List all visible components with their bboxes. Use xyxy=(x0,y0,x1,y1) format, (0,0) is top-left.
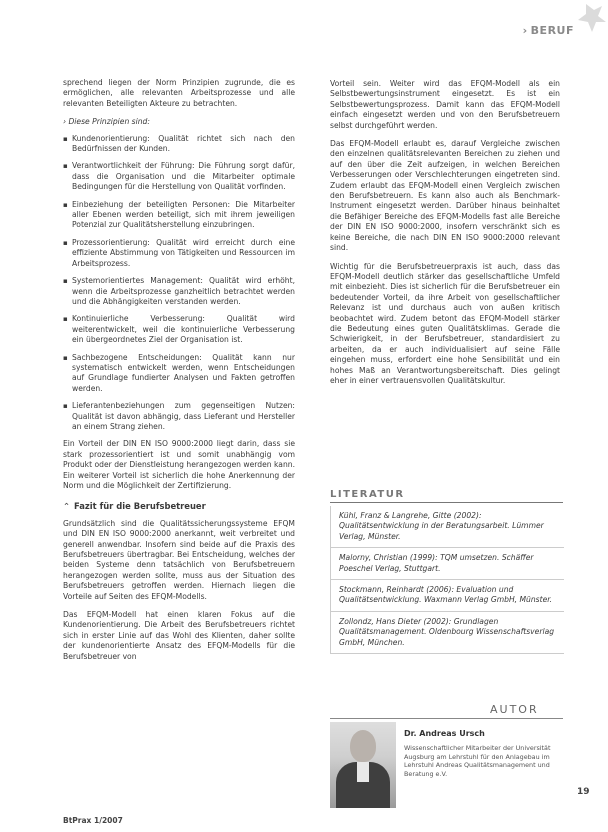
list-item: ▪ Kundenorientierung: Qualität richtet sich nach den Bedürfnissen der Kunden. xyxy=(63,134,295,155)
right-column xyxy=(330,79,560,394)
paragraph: Grundsätzlich sind die Qualitätssicherungssysteme EFQM und DIN EN ISO 9000:2000 anerkannt, weit verbreitet und generell anwendbar. Insofern sind beide auf die Praxis des Berufsbetreuers übertragbar. Bei Entscheidung, welches der beiden Systeme denn tatsächlich von Berufsbetreuern herangezogen werden sollte, muss aus der Situation des Berufsbetreuers getroffen werden. Hiernach liegen die Vorteile auf Seiten des EFQM-Modells. xyxy=(63,518,295,601)
list-item: ▪ Einbeziehung der beteiligten Personen: Die Mitarbeiter aller Ebenen werden beteiligt, sich mit ihrem jeweiligen Potenzial zur Qualitätsherstellung einzubringen. xyxy=(63,200,295,231)
chevron-right-icon: › xyxy=(522,24,528,37)
principles-intro: › Diese Prinzipien sind: xyxy=(63,117,150,127)
publication-footer: BtPrax 1/2007 xyxy=(63,816,123,825)
literature-entry: Stockmann, Reinhardt (2006): Evaluation und Qualitätsentwicklung. Waxmann Verlag GmbH, Münster. xyxy=(331,580,564,612)
list-item: ▪ Lieferantenbeziehungen zum gegenseitigen Nutzen: Qualität ist davon abhängig, dass Lieferant und Hersteller an einem Strang ziehen. xyxy=(63,401,295,432)
section-header xyxy=(523,24,574,37)
corner-decoration-graphic xyxy=(568,0,608,40)
literature-entry: Kühl, Franz & Langrehe, Gitte (2002): Qualitätsentwicklung in der Beratungsarbeit. Lümmer Verlag, Münster. xyxy=(331,506,564,548)
paragraph: Wichtig für die Berufsbetreuerpraxis ist auch, dass das EFQM-Modell deutlich stärker das gesellschaftliche Umfeld mit einbezieht. Dies ist sicherlich für die Berufsbetreuer ein bedeutender Vorteil, da ihre Arbeit von gesellschaftlicher Relevanz ist und durchaus auch von außen kritisch beobachtet wird. Zudem betont das EFQM-Modell stärker die Bedeutung eines guten Qualitätsklimas. Gerade die Schwierigkeit, in der Berufsbetreuer, standardisiert zu arbeiten, da er auch individualisiert auf seine Fälle eingehen muss, erfordert eine hohe Sensibilität und ein hohes Maß an Verantwortungsbereitschaft. Dies gelingt eher in einer vertrauensvollen Qualitätskultur. xyxy=(330,261,560,385)
literature-list xyxy=(330,506,564,654)
author-heading: AUTOR xyxy=(490,703,539,716)
arrow-marker-icon: ⌃ xyxy=(63,501,71,512)
photo-figure-shirt xyxy=(357,762,369,782)
paragraph: sprechend liegen der Norm Prinzipien zugrunde, die es ermöglichen, alle relevanten Arbeitsprozesse und alle relevanten Beteiligten Akteure zu betrachten. xyxy=(63,78,295,108)
section-heading xyxy=(63,501,295,511)
author-bio: Wissenschaftlicher Mitarbeiter der Universität Augsburg am Lehrstuhl für den Anlagebau im Lehrstuhl Andreas Qualitätsmanagement und Beratung e.V. xyxy=(404,744,551,778)
paragraph: Ein Vorteil der DIN EN ISO 9000:2000 liegt darin, dass sie stark prozessorientiert ist und somit unabhängig vom Produkt oder der Dienstleistung herangezogen werden kann. Ein weiterer Vorteil ist sicherlich die hohe Anerkennung der Norm und die Möglichkeit der Zertifizierung. xyxy=(63,439,295,490)
left-column xyxy=(63,78,295,670)
author-photo xyxy=(330,722,396,808)
list-item: ▪ Systemorientiertes Management: Qualität wird erhöht, wenn die Arbeitsprozesse ganzheitlich betrachtet werden und die Abhängigkeiten verstanden werden. xyxy=(63,276,295,307)
literature-heading: LITERATUR xyxy=(330,489,563,503)
paragraph: Das EFQM-Modell erlaubt es, darauf Vergleiche zwischen den einzelnen qualitätsrelevanten Bereichen zu ziehen und auf den über die Zeit aufzeigen, in welchen Bereichen Verbesserungen oder Verschlechterungen eingetreten sind. Zudem erlaubt das EFQM-Modell einen Vergleich zwischen den Berufsbetreuern. Es kann also auch als Benchmark-Instrument eingesetzt werden. Darüber hinaus beinhaltet die Befähiger Bereiche des EFQM-Modells fast alle Bereiche der DIN EN ISO 9000:2000, insofern verschränkt sich es keine Bereiche, die nach DIN EN ISO 9000:2000 relevant sind. xyxy=(330,139,560,253)
photo-figure-head xyxy=(350,730,376,762)
list-item: ▪ Sachbezogene Entscheidungen: Qualität kann nur systematisch entwickelt werden, wenn Entscheidungen auf Grundlage fundierter Analysen und Fakten getroffen werden. xyxy=(63,353,295,395)
page-number: 19 xyxy=(577,787,590,797)
paragraph: Das EFQM-Modell hat einen klaren Fokus auf die Kundenorientierung. Die Arbeit des Berufsbetreuers richtet sich in erster Linie auf das Wohl des Klienten, daher sollte der kundenorientierte Ansatz des EFQM-Modells für die Berufsbetreuer von xyxy=(63,610,295,661)
section-heading-text: Fazit für die Berufsbetreuer xyxy=(74,501,206,512)
literature-entry: Malorny, Christian (1999): TQM umsetzen. Schäffer Poeschel Verlag, Stuttgart. xyxy=(331,548,564,580)
author-name: Dr. Andreas Ursch xyxy=(404,729,485,738)
section-label: BERUF xyxy=(530,24,574,37)
principles-list xyxy=(63,134,295,433)
literature-entry: Zollondz, Hans Dieter (2002): Grundlagen Qualitätsmanagement. Oldenbourg Wissenschaftsverlag GmbH, München. xyxy=(331,612,564,654)
divider xyxy=(330,718,563,719)
paragraph: Vorteil sein. Weiter wird das EFQM-Modell als ein Selbstbewertungsinstrument eingesetzt. Es ist ein Selbstbewertungsprozess. Damit kann das EFQM-Modell einfach eingesetzt werden und von den Berufsbetreuern selbst durchgeführt werden. xyxy=(330,79,560,130)
list-item: ▪ Kontinuierliche Verbesserung: Qualität wird weiterentwickelt, weil die kontinuierliche Verbesserung ein übergeordnetes Ziel der Organisation ist. xyxy=(63,314,295,345)
list-item: ▪ Prozessorientierung: Qualität wird erreicht durch eine effiziente Abstimmung von Tätigkeiten und Ressourcen im Arbeitsprozess. xyxy=(63,238,295,269)
list-item: ▪ Verantwortlichkeit der Führung: Die Führung sorgt dafür, dass die Organisation und die Mitarbeiter optimale Bedingungen für die Herstellung von Qualität vorfinden. xyxy=(63,161,295,192)
